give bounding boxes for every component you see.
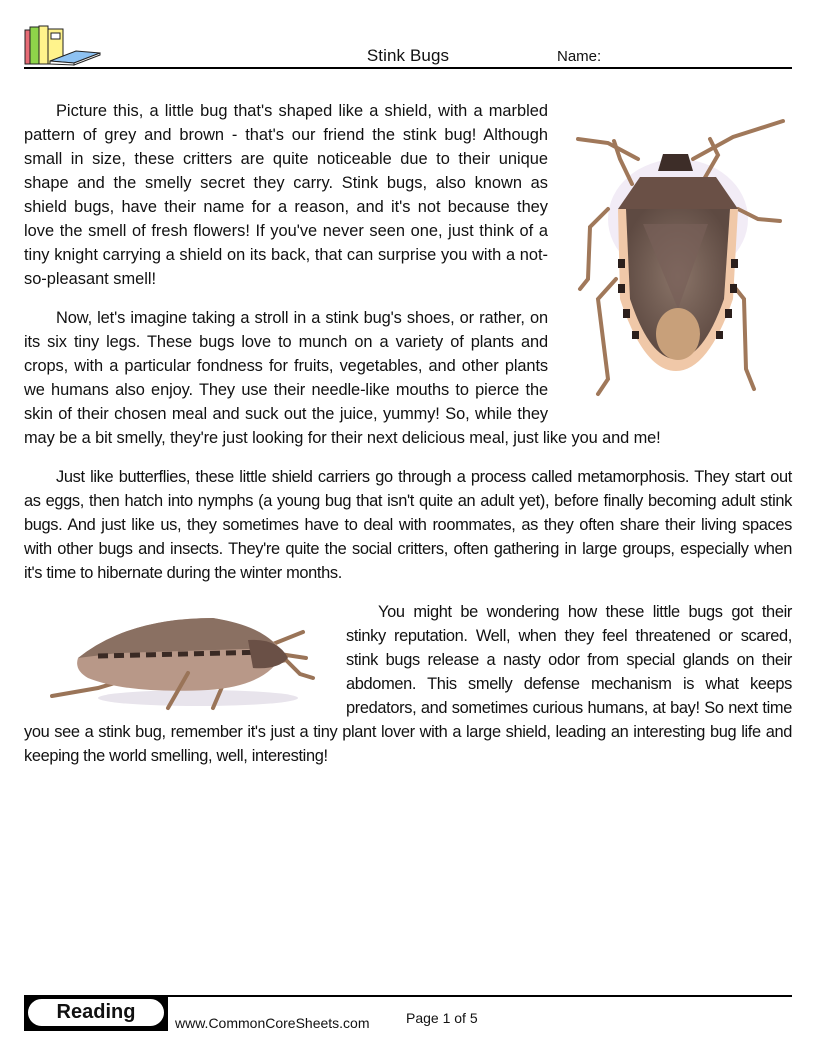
site-url: www.CommonCoreSheets.com [175, 1015, 370, 1031]
paragraph-2: Now, let's imagine taking a stroll in a stink bug's shoes, or rather, on its six tiny legs. These bugs love to munch on a variety of plants and crops, with a particular fondness for fruits, vegetables, and other plants we humans also enjoy. They use their needle-like mouths to pierce the skin of their chosen meal and suck out the juice, yummy! So, while they may be a bit smelly, they're just looking for their next delicious meal, just like you and me! [24, 309, 661, 447]
paragraph-4: You might be wondering how these little bugs got their stinky reputation. Well, when they feel threatened or scared, stink bugs release a nasty odor from special glands on their abdomen. This smelly defense mechanism is what keeps predators, and sometimes curious humans, at bay! So next time you see a stink bug, remember it's just a tiny plant lover with a large shield, leading an interesting bug life and keeping the world smelling, well, interesting! [24, 603, 792, 765]
stink-bug-top-view-image [568, 109, 792, 409]
article-body [24, 99, 792, 783]
subject-badge-label: Reading [28, 999, 164, 1026]
stink-bug-side-view-image [38, 608, 328, 713]
page-header [24, 24, 792, 69]
page-title: Stink Bugs [366, 46, 450, 65]
paragraph-3: Just like butterflies, these little shield carriers go through a process called metamorphosis. They start out as eggs, then hatch into nymphs (a young bug that isn't quite an adult yet), before finally becoming adult stink bugs. And just like us, they sometimes have to deal with roommates, as they often share their living spaces with other bugs and insects. They're quite the social critters, often gathering in large groups, especially when it's time to hibernate during the winter months. [24, 468, 792, 582]
page-footer [24, 995, 792, 1035]
name-label: Name: [557, 48, 602, 65]
paragraph-1: Picture this, a little bug that's shaped like a shield, with a marbled pattern of grey and brown - that's our friend the stink bug! Although small in size, these critters are quite noticeable due to their unique shape and the smelly secret they carry. Stink bugs, also known as shield bugs, have their name for a reason, and it's not because they love the smell of fresh flowers! If you've never seen one, just think of a tiny knight carrying a shield on its back, that can surprise you with a not-so-pleasant smell! [24, 102, 548, 288]
subject-badge [24, 995, 168, 1031]
page-number: Page 1 of 5 [406, 1010, 478, 1026]
header-divider [24, 67, 792, 69]
